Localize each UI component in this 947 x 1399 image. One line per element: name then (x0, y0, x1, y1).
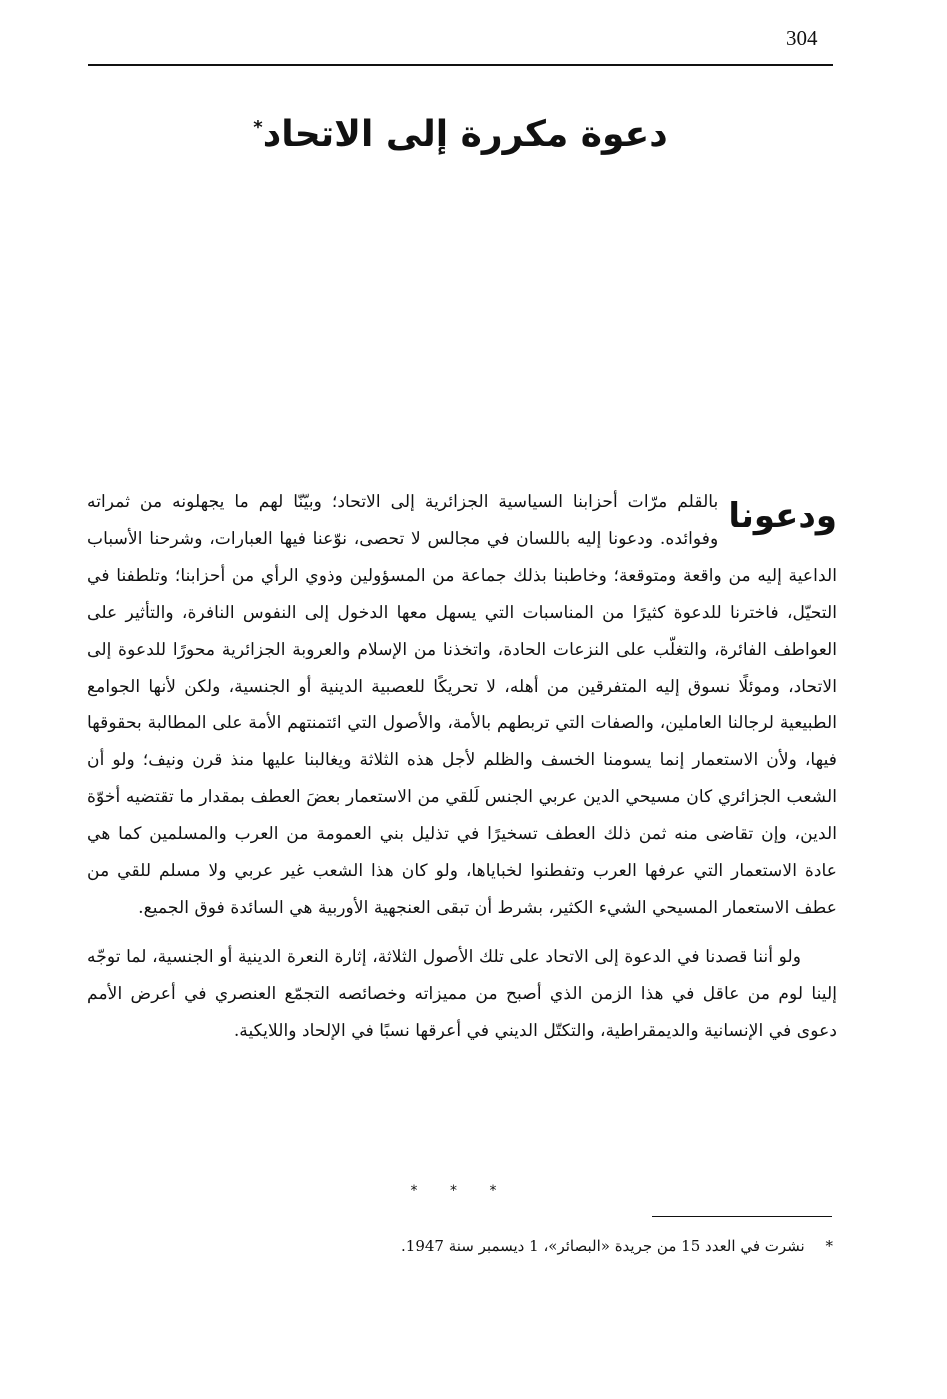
section-separator: * * * (410, 1183, 511, 1199)
paragraph-2: ولو أننا قصدنا في الدعوة إلى الاتحاد على تلك الأصول الثلاثة، إثارة النعرة الدينية أو الجنسية، لما توجّه إلينا لوم من عاقل في هذا الزمن الذي أصبح من مميزاته وخصائصه التجمّع العنصري في أعرض الأمم دعوى في الإنسانية والديمقراطية، والتكتّل الديني في أعرقها نسبًا في الإلحاد واللايكية. (87, 946, 837, 1041)
page-number: 304 (786, 26, 818, 50)
header-rule (88, 64, 833, 66)
title-footnote-marker: * (253, 117, 263, 138)
footnote (88, 1232, 833, 1260)
article-body (87, 484, 837, 1050)
footnote-rule (652, 1216, 832, 1217)
chapter-title-text: دعوة مكررة إلى الاتحاد (262, 114, 668, 155)
paragraph-1-text: بالقلم مرّات أحزابنا السياسية الجزائرية إلى الاتحاد؛ وبيّنّا لهم ما يجهلونه من ثمراته وفوائده. ودعونا إليه باللسان في مجالس لا تحصى، نوّعنا فيها العبارات، وشرحنا الأسباب الداعية إليه من واقعة ومتوقعة؛ وخاطبنا بذلك جماعة من المسؤولين وذوي الرأي من أحزابنا؛ وتلطفنا في التحيّل، فاخترنا للدعوة كثيرًا من المناسبات التي يسهل معها الدخول إلى النفوس النافرة، والتأثير على العواطف الفائرة، والتغلّب على النزعات الحادة، واتخذنا من الإسلام والعروبة الجزائرية محورًا للدعوة إلى الاتحاد، وموئلًا نسوق إليه المتفرقين من أهله، لا تحريكًا للعصبية الدينية أو الجنسية، ولكن لأنها الجوامع الطبيعية لرجالنا العاملين، والصفات التي تربطهم بالأمة، والأصول التي ائتمنتهم الأمة على المطالبة بحقوقها فيها، ولأن الاستعمار إنما يسومنا الخسف والظلم لأجل هذه الثلاثة ويغالبنا عليها منذ قرن ونيف؛ ولو أن الشعب الجزائري كان مسيحي الدين عربي الجنس لَلقي من الاستعمار بعضَ العطف بمقدار ما تقتضيه أخوّة الدين، وإن تقاضى منه ثمن ذلك العطف تسخيرًا في تذليل بني العمومة من العرب والمسلمين كما هي عادة الاستعمار التي عرفها العرب وتفطنوا لخباياها، ولو كان هذا الشعب غير عربي ولا مسلم للقي من عطف الاستعمار المسيحي الشيء الكثير، بشرط أن تبقى العنجهية الأوربية هي السائدة فوق الجميع. (87, 492, 837, 918)
footnote-text: نشرت في العدد 15 من جريدة «البصائر»، 1 ديسمبر سنة 1947. (401, 1237, 805, 1255)
footnote-marker: * (825, 1237, 833, 1255)
paragraph-1 (87, 484, 837, 927)
chapter-title (88, 100, 833, 163)
dropcap-word: ودعونا (728, 496, 837, 536)
